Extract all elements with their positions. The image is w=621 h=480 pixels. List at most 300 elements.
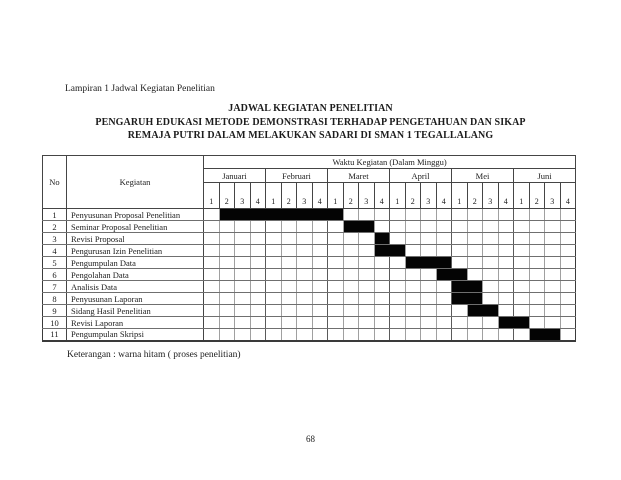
gantt-cell-empty xyxy=(390,281,406,293)
document-title xyxy=(0,102,621,143)
gantt-cell-empty xyxy=(529,233,545,245)
gantt-cell-empty xyxy=(390,329,406,341)
table-row xyxy=(43,317,576,329)
gantt-cell-empty xyxy=(390,221,406,233)
gantt-cell-empty xyxy=(405,269,421,281)
gantt-cell-empty xyxy=(483,329,499,341)
gantt-cell-empty xyxy=(483,245,499,257)
gantt-cell-empty xyxy=(235,305,251,317)
gantt-cell-empty xyxy=(545,209,561,221)
gantt-cell-empty xyxy=(514,293,530,305)
gantt-cell-empty xyxy=(514,281,530,293)
gantt-cell-empty xyxy=(219,269,235,281)
gantt-cell-empty xyxy=(560,305,576,317)
gantt-cell-empty xyxy=(405,329,421,341)
gantt-cell-empty xyxy=(328,221,344,233)
gantt-cell-empty xyxy=(359,329,375,341)
gantt-cell-empty xyxy=(421,281,437,293)
row-number: 2 xyxy=(43,221,67,233)
gantt-cell-filled xyxy=(343,221,359,233)
gantt-cell-empty xyxy=(312,233,328,245)
gantt-cell-empty xyxy=(421,221,437,233)
week-number-header: 4 xyxy=(250,183,266,209)
week-number-header: 1 xyxy=(204,183,220,209)
gantt-cell-filled xyxy=(266,209,282,221)
gantt-cell-empty xyxy=(390,317,406,329)
gantt-cell-empty xyxy=(529,305,545,317)
gantt-cell-empty xyxy=(498,329,514,341)
gantt-cell-empty xyxy=(405,233,421,245)
gantt-cell-filled xyxy=(483,305,499,317)
gantt-cell-empty xyxy=(374,281,390,293)
gantt-cell-empty xyxy=(529,221,545,233)
gantt-cell-empty xyxy=(514,329,530,341)
gantt-cell-empty xyxy=(483,233,499,245)
keterangan-note: Keterangan : warna hitam ( proses penelitian) xyxy=(67,350,241,360)
gantt-cell-filled xyxy=(514,317,530,329)
col-header-no: No xyxy=(43,156,67,209)
gantt-cell-empty xyxy=(219,245,235,257)
gantt-cell-empty xyxy=(312,245,328,257)
gantt-cell-empty xyxy=(560,257,576,269)
gantt-cell-empty xyxy=(498,269,514,281)
page-number: 68 xyxy=(306,434,315,444)
gantt-cell-filled xyxy=(452,293,468,305)
gantt-cell-empty xyxy=(328,257,344,269)
gantt-cell-empty xyxy=(250,221,266,233)
gantt-cell-empty xyxy=(343,317,359,329)
gantt-cell-empty xyxy=(560,269,576,281)
month-header: Juni xyxy=(514,169,576,183)
gantt-cell-empty xyxy=(312,269,328,281)
gantt-cell-empty xyxy=(219,257,235,269)
week-number-header: 2 xyxy=(219,183,235,209)
gantt-cell-empty xyxy=(297,317,313,329)
gantt-cell-empty xyxy=(374,257,390,269)
gantt-cell-empty xyxy=(328,233,344,245)
gantt-cell-empty xyxy=(204,209,220,221)
gantt-cell-empty xyxy=(483,281,499,293)
gantt-cell-empty xyxy=(421,209,437,221)
gantt-cell-empty xyxy=(560,233,576,245)
gantt-cell-empty xyxy=(374,221,390,233)
gantt-cell-empty xyxy=(359,305,375,317)
gantt-cell-empty xyxy=(405,305,421,317)
gantt-cell-empty xyxy=(374,269,390,281)
week-number-header: 1 xyxy=(328,183,344,209)
week-number-header: 2 xyxy=(405,183,421,209)
row-number: 8 xyxy=(43,293,67,305)
row-number: 3 xyxy=(43,233,67,245)
gantt-cell-empty xyxy=(436,281,452,293)
week-number-header: 1 xyxy=(390,183,406,209)
gantt-cell-empty xyxy=(545,317,561,329)
gantt-cell-empty xyxy=(328,293,344,305)
gantt-cell-empty xyxy=(235,269,251,281)
title-line-2: PENGARUH EDUKASI METODE DEMONSTRASI TERHADAP PENGETAHUAN DAN SIKAP xyxy=(95,116,526,128)
gantt-cell-empty xyxy=(514,209,530,221)
gantt-cell-empty xyxy=(204,317,220,329)
row-number: 9 xyxy=(43,305,67,317)
gantt-cell-empty xyxy=(359,317,375,329)
gantt-cell-empty xyxy=(235,233,251,245)
gantt-cell-empty xyxy=(281,305,297,317)
schedule-body xyxy=(43,209,576,341)
gantt-cell-empty xyxy=(266,269,282,281)
gantt-cell-empty xyxy=(281,293,297,305)
gantt-cell-empty xyxy=(343,293,359,305)
table-row xyxy=(43,305,576,317)
activity-label: Penyusunan Proposal Penelitian xyxy=(67,209,204,221)
week-number-header: 2 xyxy=(343,183,359,209)
gantt-cell-empty xyxy=(219,317,235,329)
gantt-cell-empty xyxy=(436,245,452,257)
gantt-cell-empty xyxy=(343,209,359,221)
gantt-cell-empty xyxy=(204,245,220,257)
gantt-cell-empty xyxy=(359,257,375,269)
activity-label: Pengumpulan Data xyxy=(67,257,204,269)
gantt-cell-empty xyxy=(498,233,514,245)
gantt-cell-empty xyxy=(545,293,561,305)
month-header: Februari xyxy=(266,169,328,183)
gantt-cell-empty xyxy=(250,281,266,293)
gantt-cell-empty xyxy=(498,293,514,305)
gantt-cell-empty xyxy=(328,245,344,257)
gantt-cell-empty xyxy=(436,233,452,245)
gantt-cell-empty xyxy=(266,245,282,257)
gantt-cell-empty xyxy=(343,245,359,257)
gantt-cell-empty xyxy=(545,233,561,245)
gantt-cell-empty xyxy=(545,245,561,257)
gantt-cell-empty xyxy=(529,317,545,329)
gantt-cell-empty xyxy=(498,281,514,293)
gantt-cell-empty xyxy=(204,293,220,305)
gantt-cell-filled xyxy=(235,209,251,221)
gantt-cell-empty xyxy=(560,329,576,341)
gantt-cell-filled xyxy=(312,209,328,221)
gantt-cell-empty xyxy=(529,269,545,281)
gantt-cell-empty xyxy=(235,257,251,269)
gantt-cell-empty xyxy=(374,293,390,305)
gantt-cell-filled xyxy=(436,269,452,281)
gantt-cell-filled xyxy=(281,209,297,221)
gantt-cell-empty xyxy=(467,329,483,341)
title-line-3: REMAJA PUTRI DALAM MELAKUKAN SADARI DI SMAN 1 TEGALLALANG xyxy=(127,130,494,141)
gantt-cell-empty xyxy=(266,257,282,269)
row-number: 11 xyxy=(43,329,67,341)
table-row xyxy=(43,329,576,341)
gantt-cell-empty xyxy=(467,269,483,281)
gantt-cell-empty xyxy=(250,233,266,245)
gantt-cell-empty xyxy=(266,233,282,245)
gantt-cell-empty xyxy=(421,293,437,305)
row-number: 6 xyxy=(43,269,67,281)
gantt-cell-empty xyxy=(359,269,375,281)
month-header: Januari xyxy=(204,169,266,183)
gantt-cell-empty xyxy=(235,329,251,341)
month-header: April xyxy=(390,169,452,183)
week-number-header: 4 xyxy=(374,183,390,209)
gantt-cell-empty xyxy=(235,293,251,305)
gantt-cell-empty xyxy=(529,257,545,269)
gantt-cell-empty xyxy=(529,281,545,293)
schedule-table xyxy=(42,155,576,342)
gantt-cell-empty xyxy=(359,245,375,257)
gantt-cell-empty xyxy=(328,305,344,317)
table-row xyxy=(43,233,576,245)
gantt-cell-filled xyxy=(421,257,437,269)
gantt-cell-empty xyxy=(529,293,545,305)
week-number-header: 2 xyxy=(529,183,545,209)
gantt-cell-filled xyxy=(529,329,545,341)
activity-label: Revisi Proposal xyxy=(67,233,204,245)
activity-label: Pengumpulan Skripsi xyxy=(67,329,204,341)
activity-label: Revisi Laporan xyxy=(67,317,204,329)
gantt-cell-empty xyxy=(343,305,359,317)
activity-label: Sidang Hasil Penelitian xyxy=(67,305,204,317)
title-line-1: JADWAL KEGIATAN PENELITIAN xyxy=(228,103,393,114)
gantt-cell-empty xyxy=(343,257,359,269)
week-number-header: 4 xyxy=(498,183,514,209)
gantt-cell-empty xyxy=(421,305,437,317)
gantt-cell-empty xyxy=(514,269,530,281)
gantt-cell-filled xyxy=(219,209,235,221)
week-number-header: 2 xyxy=(467,183,483,209)
gantt-cell-empty xyxy=(498,209,514,221)
gantt-cell-empty xyxy=(405,245,421,257)
gantt-cell-empty xyxy=(250,305,266,317)
gantt-cell-empty xyxy=(452,209,468,221)
lampiran-heading: Lampiran 1 Jadwal Kegiatan Penelitian xyxy=(65,84,215,94)
gantt-cell-empty xyxy=(235,245,251,257)
gantt-cell-empty xyxy=(545,257,561,269)
week-number-header: 3 xyxy=(359,183,375,209)
gantt-cell-empty xyxy=(436,305,452,317)
gantt-cell-empty xyxy=(529,209,545,221)
activity-label: Penyusunan Laporan xyxy=(67,293,204,305)
gantt-cell-empty xyxy=(281,269,297,281)
gantt-cell-empty xyxy=(514,257,530,269)
gantt-cell-empty xyxy=(266,293,282,305)
gantt-cell-empty xyxy=(514,245,530,257)
gantt-cell-empty xyxy=(343,329,359,341)
week-number-header: 4 xyxy=(312,183,328,209)
gantt-cell-empty xyxy=(297,269,313,281)
gantt-cell-empty xyxy=(359,293,375,305)
gantt-cell-empty xyxy=(390,233,406,245)
gantt-cell-empty xyxy=(297,281,313,293)
row-number: 10 xyxy=(43,317,67,329)
table-row xyxy=(43,293,576,305)
gantt-cell-empty xyxy=(343,269,359,281)
gantt-cell-empty xyxy=(545,305,561,317)
gantt-cell-empty xyxy=(297,221,313,233)
week-number-header: 3 xyxy=(235,183,251,209)
activity-label: Seminar Proposal Penelitian xyxy=(67,221,204,233)
gantt-cell-empty xyxy=(421,329,437,341)
gantt-cell-empty xyxy=(359,281,375,293)
gantt-cell-empty xyxy=(390,209,406,221)
gantt-cell-empty xyxy=(405,221,421,233)
gantt-cell-empty xyxy=(250,317,266,329)
gantt-cell-empty xyxy=(281,329,297,341)
gantt-cell-empty xyxy=(266,329,282,341)
week-number-header: 3 xyxy=(545,183,561,209)
gantt-cell-empty xyxy=(421,317,437,329)
gantt-cell-empty xyxy=(266,221,282,233)
gantt-cell-filled xyxy=(405,257,421,269)
gantt-cell-empty xyxy=(467,233,483,245)
activity-label: Pengolahan Data xyxy=(67,269,204,281)
gantt-cell-empty xyxy=(374,305,390,317)
gantt-cell-empty xyxy=(436,293,452,305)
gantt-cell-empty xyxy=(498,305,514,317)
gantt-cell-empty xyxy=(312,317,328,329)
gantt-cell-filled xyxy=(498,317,514,329)
gantt-cell-filled xyxy=(452,281,468,293)
gantt-cell-empty xyxy=(421,245,437,257)
gantt-cell-empty xyxy=(560,317,576,329)
table-row xyxy=(43,269,576,281)
table-row xyxy=(43,281,576,293)
gantt-cell-empty xyxy=(452,317,468,329)
gantt-cell-empty xyxy=(436,317,452,329)
week-number-header: 3 xyxy=(297,183,313,209)
week-number-header: 1 xyxy=(514,183,530,209)
gantt-cell-empty xyxy=(235,221,251,233)
gantt-cell-empty xyxy=(529,245,545,257)
gantt-cell-empty xyxy=(343,281,359,293)
gantt-cell-empty xyxy=(421,233,437,245)
week-number-header: 2 xyxy=(281,183,297,209)
gantt-cell-empty xyxy=(281,257,297,269)
row-number: 4 xyxy=(43,245,67,257)
gantt-cell-filled xyxy=(390,245,406,257)
gantt-cell-filled xyxy=(250,209,266,221)
gantt-cell-empty xyxy=(204,305,220,317)
gantt-cell-empty xyxy=(297,293,313,305)
gantt-cell-empty xyxy=(467,221,483,233)
gantt-cell-empty xyxy=(219,281,235,293)
gantt-cell-empty xyxy=(374,209,390,221)
gantt-cell-empty xyxy=(359,233,375,245)
gantt-cell-empty xyxy=(374,329,390,341)
gantt-cell-empty xyxy=(483,317,499,329)
gantt-cell-empty xyxy=(452,257,468,269)
gantt-cell-empty xyxy=(560,209,576,221)
gantt-cell-empty xyxy=(343,233,359,245)
gantt-cell-empty xyxy=(235,281,251,293)
gantt-cell-filled xyxy=(467,293,483,305)
col-header-kegiatan: Kegiatan xyxy=(67,156,204,209)
gantt-cell-empty xyxy=(250,245,266,257)
gantt-cell-empty xyxy=(250,269,266,281)
gantt-cell-empty xyxy=(545,269,561,281)
table-row xyxy=(43,221,576,233)
gantt-cell-empty xyxy=(328,269,344,281)
table-row xyxy=(43,257,576,269)
week-number-header: 3 xyxy=(483,183,499,209)
gantt-cell-empty xyxy=(204,281,220,293)
gantt-cell-empty xyxy=(297,245,313,257)
gantt-cell-empty xyxy=(483,257,499,269)
gantt-cell-empty xyxy=(235,317,251,329)
gantt-cell-empty xyxy=(436,329,452,341)
gantt-cell-empty xyxy=(250,329,266,341)
gantt-cell-empty xyxy=(390,269,406,281)
gantt-cell-empty xyxy=(266,317,282,329)
gantt-cell-empty xyxy=(204,269,220,281)
gantt-cell-empty xyxy=(266,305,282,317)
gantt-cell-empty xyxy=(390,257,406,269)
gantt-cell-empty xyxy=(312,221,328,233)
month-header: Maret xyxy=(328,169,390,183)
gantt-cell-filled xyxy=(467,281,483,293)
gantt-cell-empty xyxy=(204,221,220,233)
week-number-header: 1 xyxy=(266,183,282,209)
gantt-cell-filled xyxy=(328,209,344,221)
gantt-cell-empty xyxy=(452,305,468,317)
gantt-cell-filled xyxy=(436,257,452,269)
gantt-cell-empty xyxy=(483,221,499,233)
gantt-cell-empty xyxy=(514,233,530,245)
gantt-cell-empty xyxy=(297,329,313,341)
gantt-cell-filled xyxy=(359,221,375,233)
gantt-cell-empty xyxy=(483,269,499,281)
gantt-cell-empty xyxy=(405,317,421,329)
gantt-cell-empty xyxy=(204,257,220,269)
gantt-cell-empty xyxy=(219,233,235,245)
row-number: 5 xyxy=(43,257,67,269)
gantt-cell-empty xyxy=(281,317,297,329)
gantt-cell-empty xyxy=(281,245,297,257)
gantt-cell-filled xyxy=(297,209,313,221)
gantt-cell-empty xyxy=(498,245,514,257)
gantt-cell-empty xyxy=(312,329,328,341)
gantt-cell-empty xyxy=(312,293,328,305)
gantt-cell-empty xyxy=(498,257,514,269)
gantt-cell-empty xyxy=(281,221,297,233)
gantt-cell-filled xyxy=(452,269,468,281)
gantt-cell-empty xyxy=(514,305,530,317)
gantt-cell-empty xyxy=(452,329,468,341)
gantt-cell-empty xyxy=(297,233,313,245)
gantt-cell-empty xyxy=(436,221,452,233)
gantt-cell-empty xyxy=(312,305,328,317)
gantt-cell-empty xyxy=(297,257,313,269)
table-row xyxy=(43,209,576,221)
gantt-cell-empty xyxy=(359,209,375,221)
gantt-cell-empty xyxy=(421,269,437,281)
gantt-cell-empty xyxy=(514,221,530,233)
gantt-cell-empty xyxy=(545,281,561,293)
gantt-cell-empty xyxy=(374,317,390,329)
gantt-cell-empty xyxy=(266,281,282,293)
gantt-cell-empty xyxy=(390,293,406,305)
gantt-cell-empty xyxy=(219,305,235,317)
gantt-cell-empty xyxy=(250,293,266,305)
table-row xyxy=(43,245,576,257)
gantt-cell-empty xyxy=(312,257,328,269)
gantt-cell-filled xyxy=(545,329,561,341)
gantt-cell-empty xyxy=(390,305,406,317)
gantt-cell-empty xyxy=(219,221,235,233)
gantt-cell-filled xyxy=(374,245,390,257)
gantt-cell-empty xyxy=(467,317,483,329)
gantt-cell-empty xyxy=(560,281,576,293)
gantt-cell-empty xyxy=(281,281,297,293)
gantt-cell-empty xyxy=(219,293,235,305)
